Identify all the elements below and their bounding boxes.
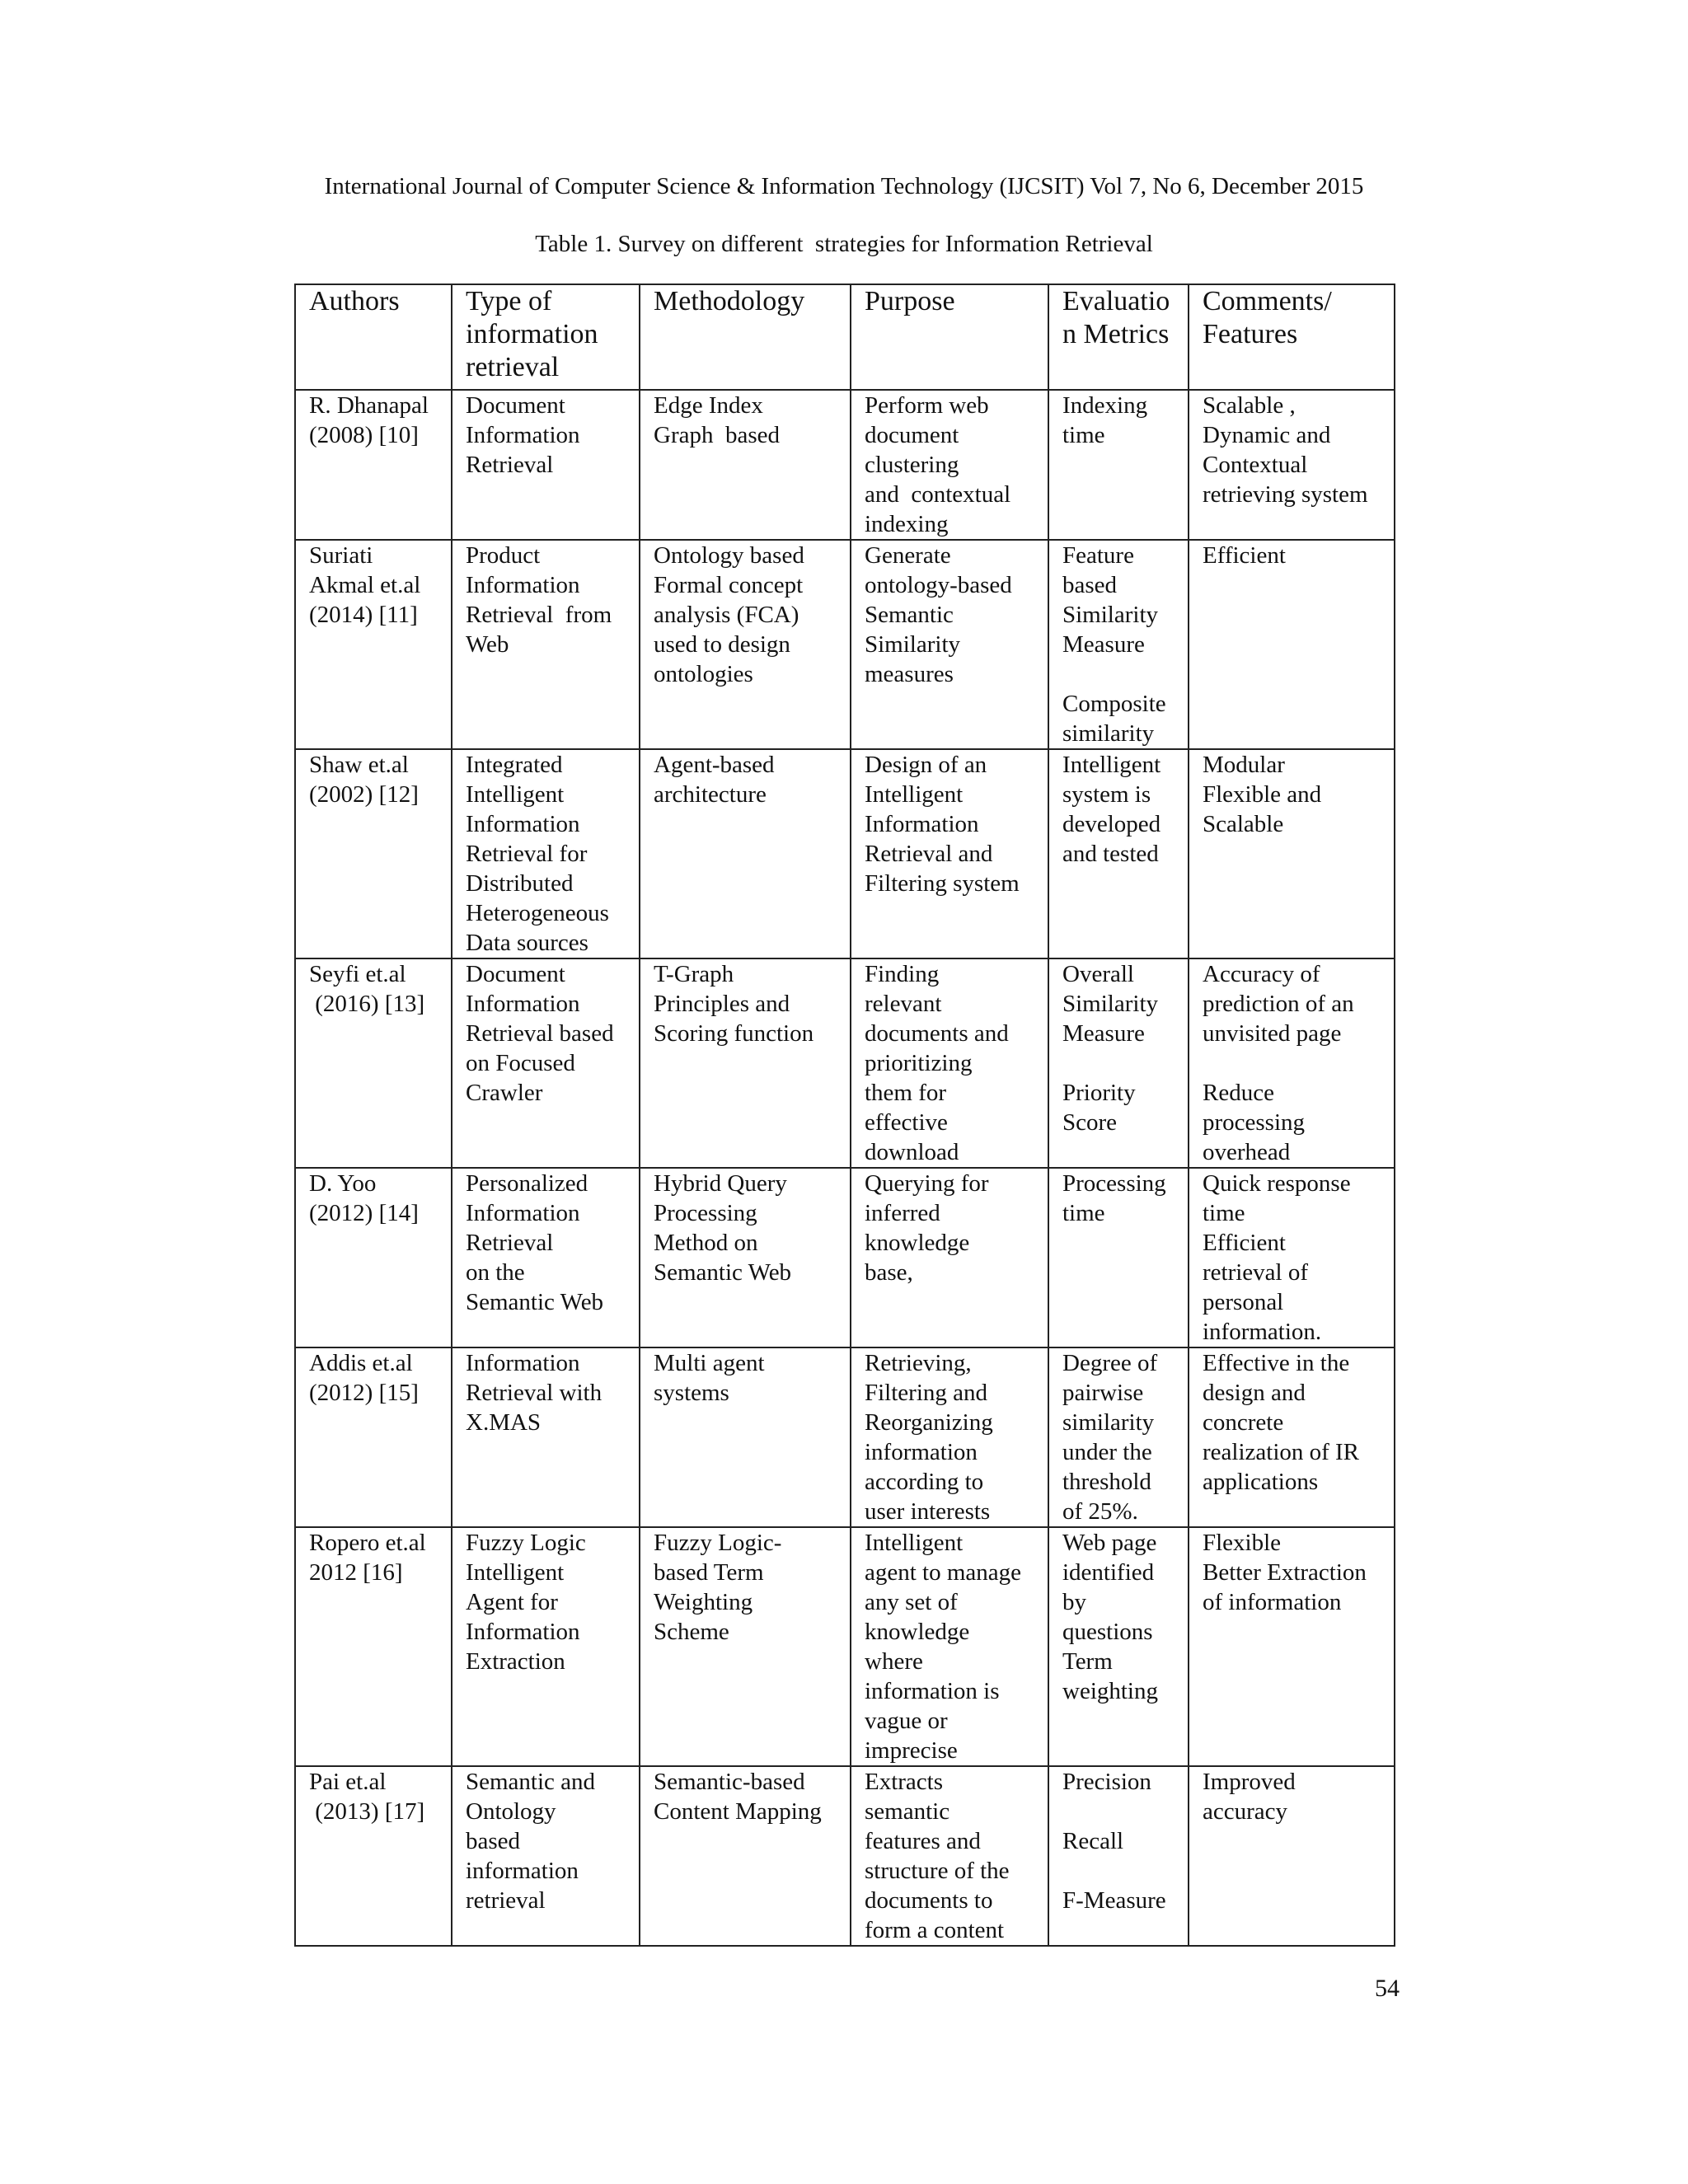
- table-cell: Degree of pairwise similarity under the threshold of 25%.: [1048, 1347, 1189, 1527]
- table-cell: Fuzzy Logic- based Term Weighting Scheme: [640, 1527, 851, 1766]
- table-cell: Processing time: [1048, 1168, 1189, 1347]
- table-cell: Agent-based architecture: [640, 749, 851, 958]
- table-cell: Finding relevant documents and prioritizing them for effective download: [851, 958, 1048, 1168]
- table-cell: Overall Similarity Measure Priority Score: [1048, 958, 1189, 1168]
- column-header: Methodology: [640, 284, 851, 390]
- table-row: [295, 390, 1395, 540]
- table-cell: Extracts semantic features and structure of the documents to form a content: [851, 1766, 1048, 1946]
- table-cell: Flexible Better Extraction of information: [1189, 1527, 1395, 1766]
- table-cell: Multi agent systems: [640, 1347, 851, 1527]
- table-cell: Document Information Retrieval based on Focused Crawler: [452, 958, 640, 1168]
- table-row: [295, 958, 1395, 1168]
- table-cell: Integrated Intelligent Information Retrieval for Distributed Heterogeneous Data sources: [452, 749, 640, 958]
- table-cell: Product Information Retrieval from Web: [452, 540, 640, 749]
- table-cell: Document Information Retrieval: [452, 390, 640, 540]
- table-cell: Ontology based Formal concept analysis (FCA) used to design ontologies: [640, 540, 851, 749]
- table-cell: Fuzzy Logic Intelligent Agent for Information Extraction: [452, 1527, 640, 1766]
- table-cell: Intelligent agent to manage any set of knowledge where information is vague or imprecise: [851, 1527, 1048, 1766]
- table-cell: Information Retrieval with X.MAS: [452, 1347, 640, 1527]
- table-cell: Intelligent system is developed and tested: [1048, 749, 1189, 958]
- table-cell: Modular Flexible and Scalable: [1189, 749, 1395, 958]
- table-cell: Addis et.al (2012) [15]: [295, 1347, 452, 1527]
- table-cell: Generate ontology-based Semantic Similarity measures: [851, 540, 1048, 749]
- table-cell: Pai et.al (2013) [17]: [295, 1766, 452, 1946]
- table-caption: Table 1. Survey on different strategies for Information Retrieval: [535, 231, 1153, 257]
- table-row: [295, 1766, 1395, 1946]
- table-cell: Feature based Similarity Measure Composite similarity: [1048, 540, 1189, 749]
- table-cell: Retrieving, Filtering and Reorganizing information according to user interests: [851, 1347, 1048, 1527]
- table-cell: Design of an Intelligent Information Retrieval and Filtering system: [851, 749, 1048, 958]
- running-header: International Journal of Computer Science & Information Technology (IJCSIT) Vol 7, No 6, December 2015: [324, 173, 1364, 199]
- page-number: 54: [1375, 1975, 1400, 2002]
- table-cell: Ropero et.al 2012 [16]: [295, 1527, 452, 1766]
- survey-table: [294, 284, 1395, 1947]
- column-header: Comments/ Features: [1189, 284, 1395, 390]
- table-cell: Semantic-based Content Mapping: [640, 1766, 851, 1946]
- table-row: [295, 1168, 1395, 1347]
- table-cell: Effective in the design and concrete realization of IR applications: [1189, 1347, 1395, 1527]
- column-header: Type of information retrieval: [452, 284, 640, 390]
- table-cell: R. Dhanapal (2008) [10]: [295, 390, 452, 540]
- table-cell: Web page identified by questions Term weighting: [1048, 1527, 1189, 1766]
- table-cell: Indexing time: [1048, 390, 1189, 540]
- column-header: Purpose: [851, 284, 1048, 390]
- column-header: Authors: [295, 284, 452, 390]
- table-cell: Personalized Information Retrieval on the Semantic Web: [452, 1168, 640, 1347]
- table-row: [295, 1527, 1395, 1766]
- table-cell: Suriati Akmal et.al (2014) [11]: [295, 540, 452, 749]
- table-cell: Quick response time Efficient retrieval of personal information.: [1189, 1168, 1395, 1347]
- table-header-row: [295, 284, 1395, 390]
- table-cell: Edge Index Graph based: [640, 390, 851, 540]
- table-cell: Semantic and Ontology based information retrieval: [452, 1766, 640, 1946]
- table-cell: Shaw et.al (2002) [12]: [295, 749, 452, 958]
- table-row: [295, 1347, 1395, 1527]
- table-cell: D. Yoo (2012) [14]: [295, 1168, 452, 1347]
- table-cell: Efficient: [1189, 540, 1395, 749]
- column-header: Evaluatio n Metrics: [1048, 284, 1189, 390]
- table-cell: Scalable , Dynamic and Contextual retrieving system: [1189, 390, 1395, 540]
- table-cell: Precision Recall F-Measure: [1048, 1766, 1189, 1946]
- table-cell: Hybrid Query Processing Method on Semantic Web: [640, 1168, 851, 1347]
- table-cell: Accuracy of prediction of an unvisited page Reduce processing overhead: [1189, 958, 1395, 1168]
- table-cell: Improved accuracy: [1189, 1766, 1395, 1946]
- table-row: [295, 749, 1395, 958]
- table-cell: Querying for inferred knowledge base,: [851, 1168, 1048, 1347]
- table-cell: Seyfi et.al (2016) [13]: [295, 958, 452, 1168]
- table-cell: T-Graph Principles and Scoring function: [640, 958, 851, 1168]
- table-cell: Perform web document clustering and contextual indexing: [851, 390, 1048, 540]
- table-row: [295, 540, 1395, 749]
